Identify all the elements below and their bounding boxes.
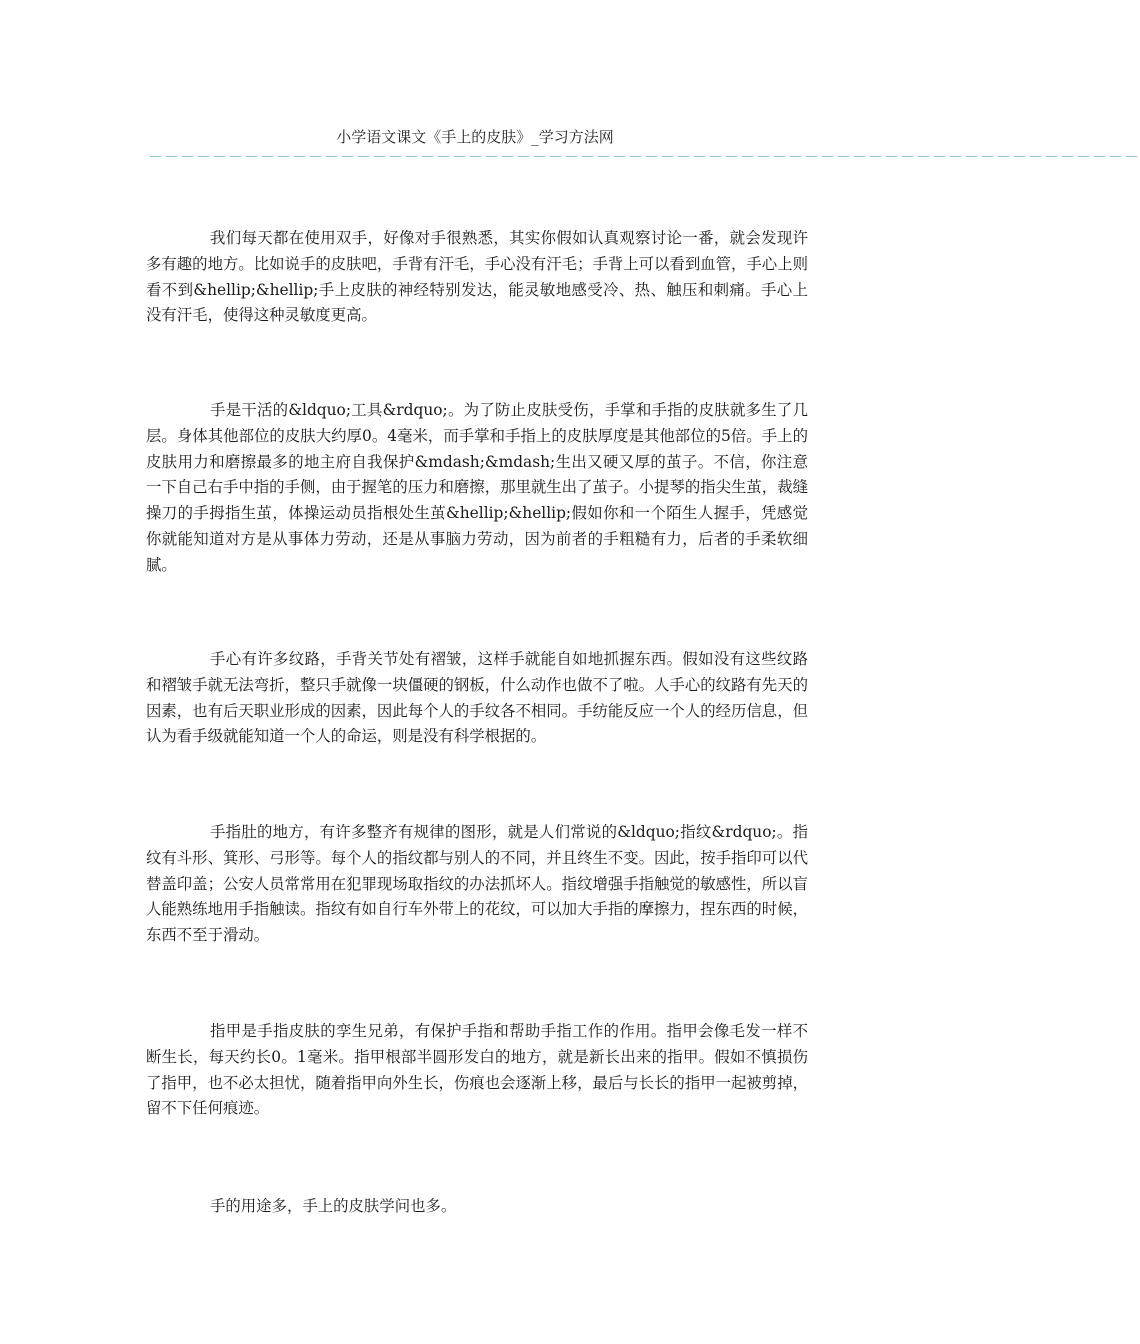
paragraph-4: 手指肚的地方，有许多整齐有规律的图形，就是人们常说的&ldquo;指纹&rdquo;。指纹有斗形、箕形、弓形等。每个人的指纹都与别人的不同，并且终生不变。因此，按手指印可以代替盖印盖；公安人员常常用在犯罪现场取指纹的办法抓坏人。指纹增强手指触觉的敏感性，所以盲人能熟练地用手指触读。指纹有如自行车外带上的花纹，可以加大手指的摩擦力，捏东西的时候，东西不至于滑动。 <box>146 823 808 945</box>
title-divider: －－－－－－－－－－－－－－－－－－－－－－－－－－－－－－－－－－－－－－－－－－－－－－－－－－－－－－－－－－－－－－ <box>148 148 1140 166</box>
document-title: 小学语文课文《手上的皮肤》_学习方法网 <box>336 128 614 146</box>
paragraph-2: 手是干活的&ldquo;工具&rdquo;。为了防止皮肤受伤，手掌和手指的皮肤就多生了几层。身体其他部位的皮肤大约厚0。4毫米，而手掌和手指上的皮肤厚度是其他部位的5倍。手上的皮肤用力和磨擦最多的地主府自我保护&mdash;&mdash;生出又硬又厚的茧子。不信，你注意一下自己右手中指的手侧，由于握笔的压力和磨擦，那里就生出了茧子。小提琴的指尖生茧，裁缝操刀的手拇指生茧，体操运动员指根处生茧&hellip;&hellip;假如你和一个陌生人握手，凭感觉你就能知道对方是从事体力劳动，还是从事脑力劳动，因为前者的手粗糙有力，后者的手柔软细腻。 <box>146 401 808 574</box>
paragraph-5: 指甲是手指皮肤的孪生兄弟，有保护手指和帮助手指工作的作用。指甲会像毛发一样不断生长，每天约长0。1毫米。指甲根部半圆形发白的地方，就是新长出来的指甲。假如不慎损伤了指甲，也不必太担忧，随着指甲向外生长，伤痕也会逐渐上移，最后与长长的指甲一起被剪掉，留不下任何痕迹。 <box>146 1022 808 1118</box>
paragraph-1: 我们每天都在使用双手，好像对手很熟悉，其实你假如认真观察讨论一番，就会发现许多有趣的地方。比如说手的皮肤吧，手背有汗毛，手心没有汗毛；手背上可以看到血管，手心上则看不到&hellip;&hellip;手上皮肤的神经特别发达，能灵敏地感受冷、热、触压和刺痛。手心上没有汗毛，使得这种灵敏度更高。 <box>146 229 808 325</box>
paragraph-3: 手心有许多纹路，手背关节处有褶皱，这样手就能自如地抓握东西。假如没有这些纹路和褶皱手就无法弯折，整只手就像一块僵硬的钢板，什么动作也做不了啦。人手心的纹路有先天的因素，也有后天职业形成的因素，因此每个人的手纹各不相同。手纺能反应一个人的经历信息，但认为看手级就能知道一个人的命运，则是没有科学根据的。 <box>146 650 808 746</box>
paragraph-6: 手的用途多，手上的皮肤学问也多。 <box>210 1197 457 1215</box>
